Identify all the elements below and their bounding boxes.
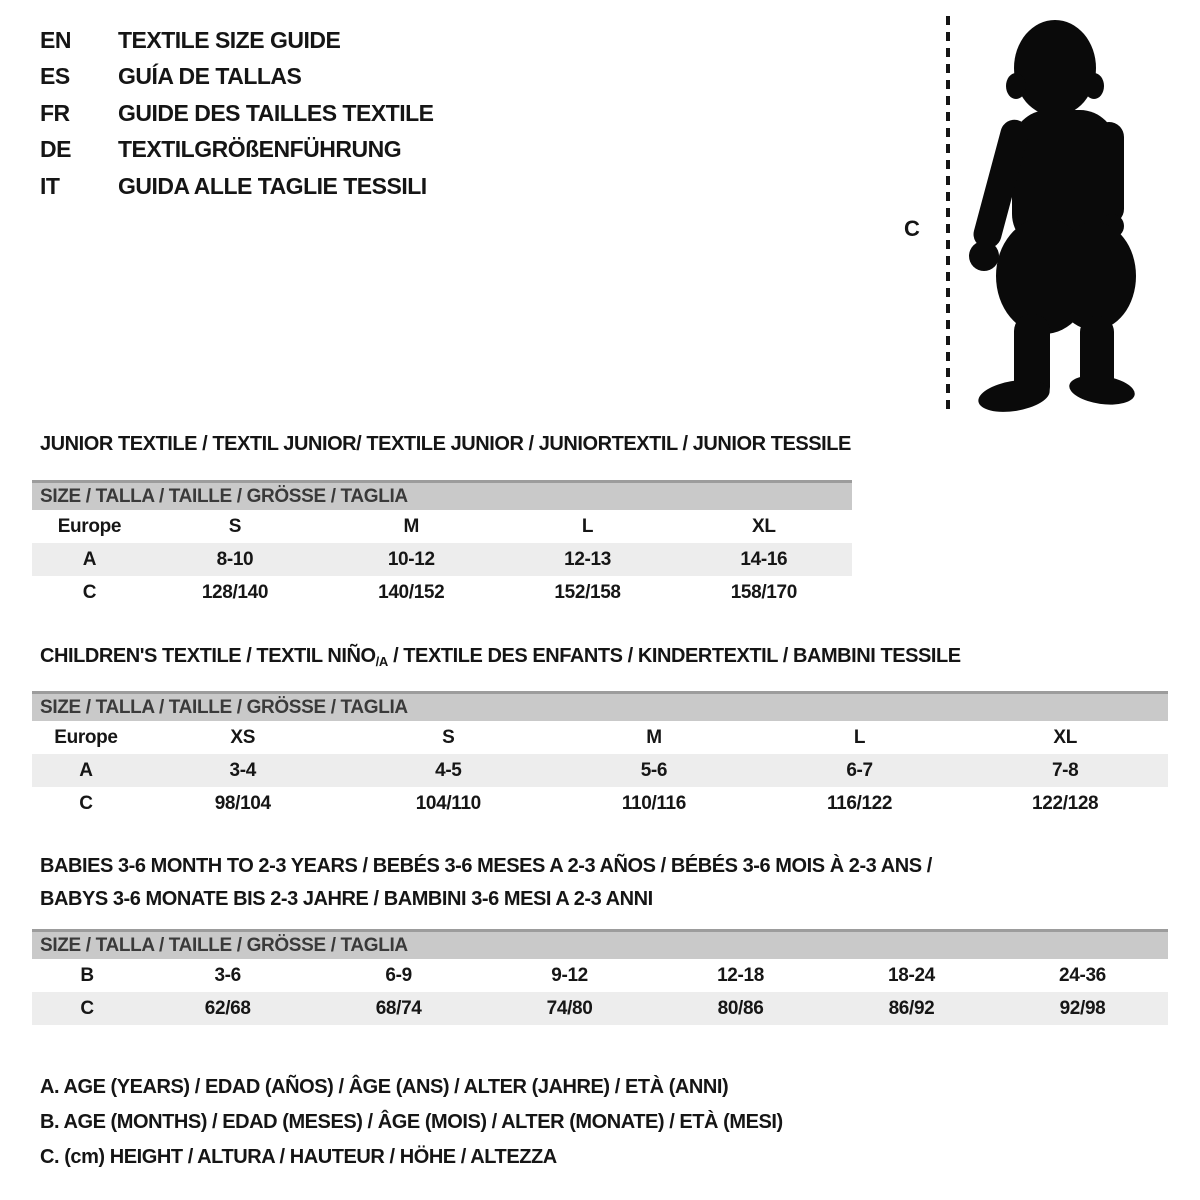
- size-cell: L: [853, 726, 866, 748]
- language-row-it: [40, 168, 434, 205]
- height-cell: 62/68: [142, 992, 313, 1025]
- language-code: ES: [40, 63, 70, 90]
- size-cell: XL: [752, 515, 776, 537]
- legend-line-b: B. AGE (MONTHS) / EDAD (MESES) / ÂGE (MOIS) / ALTER (MONATE) / ETÀ (MESI): [40, 1111, 783, 1133]
- language-row-fr: [40, 95, 434, 132]
- row-label: C: [79, 792, 93, 814]
- guide-title-en: TEXTILE SIZE GUIDE: [118, 26, 341, 53]
- guide-title-de: TEXTILGRÖßENFÜHRUNG: [118, 136, 402, 163]
- children-section-title: [40, 644, 961, 674]
- height-cell: 110/116: [621, 792, 686, 814]
- children-title-pre: CHILDREN'S TEXTILE / TEXTIL NIÑO: [40, 645, 376, 667]
- size-cell: S: [228, 515, 242, 537]
- height-measure-label: C: [904, 216, 920, 241]
- height-cell: 86/92: [826, 992, 997, 1025]
- children-title-post: / TEXTILE DES ENFANTS / KINDERTEXTIL / BAMBINI TESSILE: [387, 645, 961, 667]
- age-cell: 10-12: [323, 543, 499, 576]
- height-cell: 116/122: [826, 792, 893, 814]
- age-cell: 18-24: [888, 964, 935, 986]
- europe-size-row: [32, 721, 1168, 754]
- row-label: Europe: [54, 726, 118, 748]
- height-cell: 92/98: [997, 992, 1168, 1025]
- babies-title-line1: BABIES 3-6 MONTH TO 2-3 YEARS / BEBÉS 3-6 MESES A 2-3 AÑOS / BÉBÉS 3-6 MOIS À 2-3 ANS /: [40, 855, 932, 877]
- row-label: A: [32, 543, 147, 576]
- height-cell: 128/140: [201, 581, 269, 603]
- age-cell: 3-6: [214, 964, 241, 986]
- age-cell: 4-5: [346, 754, 552, 787]
- language-row-de: [40, 132, 434, 169]
- measurement-legend: [40, 1070, 783, 1175]
- guide-title-it: GUIDA ALLE TAGLIE TESSILI: [118, 172, 427, 199]
- height-cm-row: [32, 787, 1168, 820]
- row-label: C: [82, 581, 97, 603]
- age-years-row: [32, 754, 1168, 787]
- size-table-header-bar: [32, 693, 1168, 722]
- size-table-header-bar: [32, 482, 852, 511]
- height-cell: 140/152: [378, 581, 445, 603]
- babies-title-line2: BABYS 3-6 MONATE BIS 2-3 JAHRE / BAMBINI 3-6 MESI A 2-3 ANNI: [40, 888, 653, 910]
- row-label: B: [80, 964, 94, 986]
- age-cell: 12-18: [717, 964, 764, 986]
- height-cell: 158/170: [730, 581, 797, 603]
- language-row-es: [40, 59, 434, 96]
- height-cell: 104/110: [415, 792, 481, 814]
- size-cell: XS: [230, 726, 256, 748]
- age-cell: 6-7: [757, 754, 963, 787]
- guide-title-fr: GUIDE DES TAILLES TEXTILE: [118, 99, 434, 126]
- language-code: IT: [40, 172, 60, 199]
- children-title-sub: /A: [375, 654, 388, 669]
- height-cell: 152/158: [554, 581, 621, 603]
- row-label: C: [32, 992, 142, 1025]
- language-title-list: [40, 22, 434, 205]
- guide-title-es: GUÍA DE TALLAS: [118, 63, 302, 90]
- age-cell: 8-10: [147, 543, 323, 576]
- age-cell: 14-16: [676, 543, 852, 576]
- babies-section-title: [40, 850, 932, 916]
- height-cell: 122/128: [1032, 792, 1099, 814]
- age-cell: 3-4: [140, 754, 346, 787]
- size-table-header-label: SIZE / TALLA / TAILLE / GRÖSSE / TAGLIA: [32, 482, 852, 511]
- height-cell: 98/104: [214, 792, 271, 814]
- height-measure-dashed-line: [946, 16, 950, 416]
- height-cm-row: [32, 992, 1168, 1025]
- language-code: DE: [40, 136, 71, 163]
- height-cell: 68/74: [313, 992, 484, 1025]
- age-cell: 24-36: [1059, 964, 1106, 986]
- language-row-en: [40, 22, 434, 59]
- age-cell: 9-12: [551, 964, 588, 986]
- toddler-silhouette: [960, 14, 1142, 416]
- size-cell: L: [581, 515, 594, 537]
- height-cell: 74/80: [484, 992, 655, 1025]
- age-cell: 5-6: [551, 754, 757, 787]
- age-cell: 7-8: [962, 754, 1168, 787]
- row-label: Europe: [57, 515, 122, 537]
- height-cm-row: [32, 576, 852, 609]
- age-cell: 12-13: [499, 543, 675, 576]
- junior-section-title: JUNIOR TEXTILE / TEXTIL JUNIOR/ TEXTILE JUNIOR / JUNIORTEXTIL / JUNIOR TESSILE: [40, 433, 851, 455]
- size-cell: S: [442, 726, 455, 748]
- row-label: A: [32, 754, 140, 787]
- size-table-header-label: SIZE / TALLA / TAILLE / GRÖSSE / TAGLIA: [32, 931, 1168, 960]
- europe-size-row: [32, 510, 852, 543]
- language-code: EN: [40, 26, 71, 53]
- legend-line-a: A. AGE (YEARS) / EDAD (AÑOS) / ÂGE (ANS) / ALTER (JAHRE) / ETÀ (ANNI): [40, 1076, 729, 1098]
- age-cell: 6-9: [385, 964, 412, 986]
- legend-line-c: C. (cm) HEIGHT / ALTURA / HAUTEUR / HÖHE / ALTEZZA: [40, 1146, 557, 1168]
- age-years-row: [32, 543, 852, 576]
- babies-size-table: [32, 929, 1168, 1025]
- size-cell: M: [646, 726, 662, 748]
- size-cell: XL: [1053, 726, 1077, 748]
- size-table-header-bar: [32, 931, 1168, 960]
- size-table-header-label: SIZE / TALLA / TAILLE / GRÖSSE / TAGLIA: [32, 693, 1168, 722]
- height-cell: 80/86: [655, 992, 826, 1025]
- age-months-row: [32, 959, 1168, 992]
- junior-size-table: [32, 480, 852, 609]
- children-size-table: [32, 691, 1168, 820]
- size-cell: M: [403, 515, 419, 537]
- language-code: FR: [40, 99, 70, 126]
